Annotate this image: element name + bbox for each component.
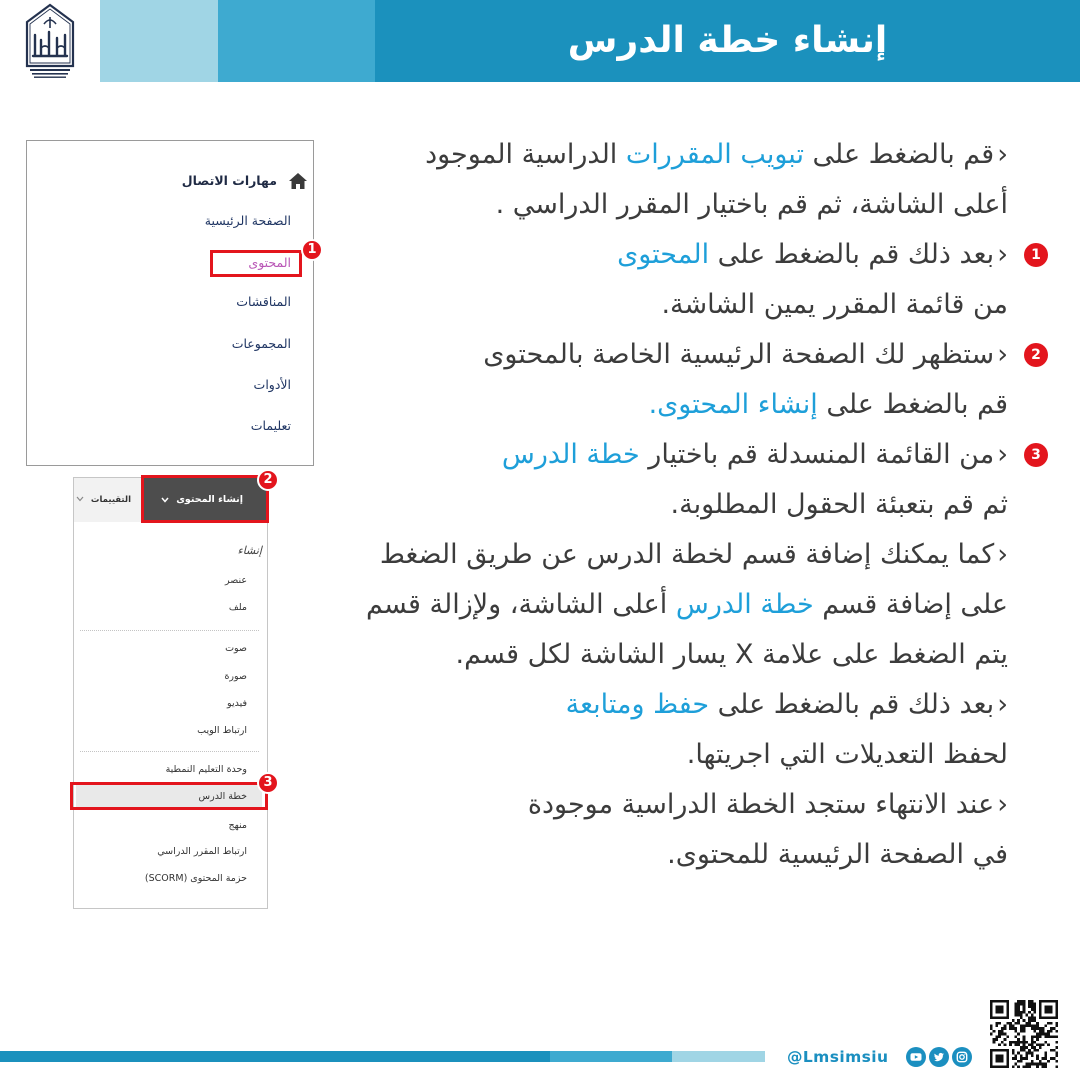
step-badge-3: 3 bbox=[257, 772, 279, 794]
step-badge-2: 2 bbox=[1024, 343, 1048, 367]
university-logo-icon bbox=[22, 2, 78, 80]
instruction-line bbox=[280, 230, 1041, 280]
menu-item-learning-module[interactable]: وحدة التعليم النمطية bbox=[165, 764, 247, 775]
social-handle: @Lmsimsiu bbox=[787, 1048, 889, 1066]
menu-item-image[interactable]: صورة bbox=[224, 671, 247, 682]
menu-item-item[interactable]: عنصر bbox=[224, 575, 247, 586]
line-text: من القائمة المنسدلة قم باختيار bbox=[639, 439, 995, 470]
instruction-line bbox=[280, 530, 1008, 580]
footer-stripe-mid bbox=[550, 1051, 672, 1062]
line-text: لحفظ التعديلات التي اجريتها. bbox=[686, 739, 1008, 770]
footer-stripe-light bbox=[672, 1051, 765, 1062]
instagram-icon bbox=[952, 1047, 972, 1067]
line-text: بعد ذلك قم بالضغط على bbox=[709, 689, 995, 720]
assessments-button[interactable] bbox=[74, 478, 142, 522]
instruction-line bbox=[280, 780, 1008, 830]
menu-item-home-page[interactable]: الصفحة الرئيسية bbox=[204, 213, 291, 228]
step-badge-2: 2 bbox=[257, 469, 279, 491]
step-badge-1: 1 bbox=[301, 239, 323, 261]
menu-item-scorm-package[interactable]: حزمة المحتوى (SCORM) bbox=[144, 873, 247, 884]
line-text: من قائمة المقرر يمين الشاشة. bbox=[661, 289, 1008, 320]
instruction-line bbox=[280, 580, 1008, 630]
menu-divider bbox=[80, 751, 259, 752]
content-dropdown-panel bbox=[73, 477, 268, 909]
line-text: أعلى الشاشة، ثم قم باختيار المقرر الدراسي . bbox=[495, 189, 1008, 220]
instruction-line bbox=[280, 180, 1008, 230]
line-text: ستظهر لك الصفحة الرئيسية الخاصة بالمحتوى bbox=[483, 339, 995, 370]
instruction-line bbox=[280, 130, 1008, 180]
step-badge-1: 1 bbox=[1024, 243, 1048, 267]
instruction-line bbox=[280, 830, 1008, 880]
menu-item-web-link[interactable]: ارتباط الويب bbox=[197, 725, 247, 736]
instructions-text bbox=[280, 130, 1041, 880]
menu-item-audio[interactable]: صوت bbox=[225, 643, 247, 654]
line-text: عند الانتهاء ستجد الخطة الدراسية موجودة bbox=[527, 789, 995, 820]
instruction-line bbox=[280, 630, 1008, 680]
line-text: يتم الضغط على علامة X يسار الشاشة لكل قسم. bbox=[455, 639, 1008, 670]
create-content-button-label: إنشاء المحتوى bbox=[176, 494, 243, 505]
line-text: بعد ذلك قم بالضغط على bbox=[709, 239, 995, 270]
instruction-line bbox=[280, 730, 1008, 780]
assessments-button-label: التقييمات bbox=[90, 495, 131, 505]
menu-item-help[interactable]: تعليمات bbox=[250, 418, 291, 433]
qr-code-icon bbox=[990, 1000, 1058, 1068]
line-text: في الصفحة الرئيسية للمحتوى. bbox=[667, 839, 1008, 870]
menu-item-video[interactable]: فيديو bbox=[227, 698, 247, 709]
instruction-line bbox=[280, 380, 1008, 430]
menu-item-discussions[interactable]: المناقشات bbox=[236, 294, 291, 309]
course-menu-panel bbox=[26, 140, 314, 466]
page-title: إنشاء خطة الدرس bbox=[567, 20, 888, 61]
bullet-icon: › bbox=[997, 339, 1008, 370]
highlight-text: إنشاء المحتوى. bbox=[648, 389, 818, 420]
step-badge-3: 3 bbox=[1024, 443, 1048, 467]
instruction-line bbox=[280, 330, 1041, 380]
line-text: كما يمكنك إضافة قسم لخطة الدرس عن طريق الضغط bbox=[379, 539, 995, 570]
highlight-text: المحتوى bbox=[617, 239, 710, 270]
line-text: على إضافة قسم bbox=[813, 589, 1008, 620]
menu-item-groups[interactable]: المجموعات bbox=[231, 336, 291, 351]
bullet-icon: › bbox=[997, 539, 1008, 570]
menu-item-file[interactable]: ملف bbox=[228, 602, 247, 613]
logo-box bbox=[0, 0, 100, 82]
instruction-line bbox=[280, 430, 1041, 480]
instruction-line bbox=[280, 480, 1008, 530]
line-text: قم بالضغط على bbox=[817, 389, 1008, 420]
create-content-highlight-box bbox=[141, 475, 269, 523]
highlight-text: حفظ ومتابعة bbox=[565, 689, 710, 720]
highlight-text: خطة الدرس bbox=[501, 439, 640, 470]
menu-item-syllabus[interactable]: منهج bbox=[228, 820, 247, 831]
highlight-text: تبويب المقررات bbox=[625, 139, 804, 170]
menu-item-course-link[interactable]: ارتباط المقرر الدراسي bbox=[157, 846, 247, 857]
line-text: قم بالضغط على bbox=[803, 139, 995, 170]
twitter-icon bbox=[929, 1047, 949, 1067]
bullet-icon: › bbox=[997, 139, 1008, 170]
menu-item-tools[interactable]: الأدوات bbox=[253, 377, 291, 392]
bullet-icon: › bbox=[997, 239, 1008, 270]
bullet-icon: › bbox=[997, 439, 1008, 470]
bullet-icon: › bbox=[997, 789, 1008, 820]
header-stripe-light bbox=[100, 0, 218, 82]
line-text: ثم قم بتعبئة الحقول المطلوبة. bbox=[670, 489, 1008, 520]
line-text: الدراسية الموجود bbox=[425, 139, 626, 170]
course-title[interactable]: مهارات الاتصال bbox=[181, 173, 277, 188]
menu-divider bbox=[80, 630, 259, 631]
youtube-icon bbox=[906, 1047, 926, 1067]
instruction-line bbox=[280, 680, 1008, 730]
line-text: أعلى الشاشة، ولإزالة قسم bbox=[366, 589, 676, 620]
header-banner bbox=[0, 0, 1080, 82]
header-title-bar bbox=[375, 0, 1080, 82]
footer-stripe-dark bbox=[0, 1051, 550, 1062]
highlight-text: خطة الدرس bbox=[675, 589, 814, 620]
menu-item-content[interactable]: المحتوى bbox=[248, 255, 291, 270]
lesson-plan-highlight-box bbox=[70, 782, 268, 810]
menu-item-lesson-plan-label: خطة الدرس bbox=[198, 791, 247, 802]
bullet-icon: › bbox=[997, 689, 1008, 720]
instruction-line bbox=[280, 280, 1008, 330]
chevron-down-icon bbox=[76, 496, 84, 502]
header-stripe-mid bbox=[218, 0, 375, 82]
create-section-heading: إنشاء bbox=[237, 544, 262, 557]
